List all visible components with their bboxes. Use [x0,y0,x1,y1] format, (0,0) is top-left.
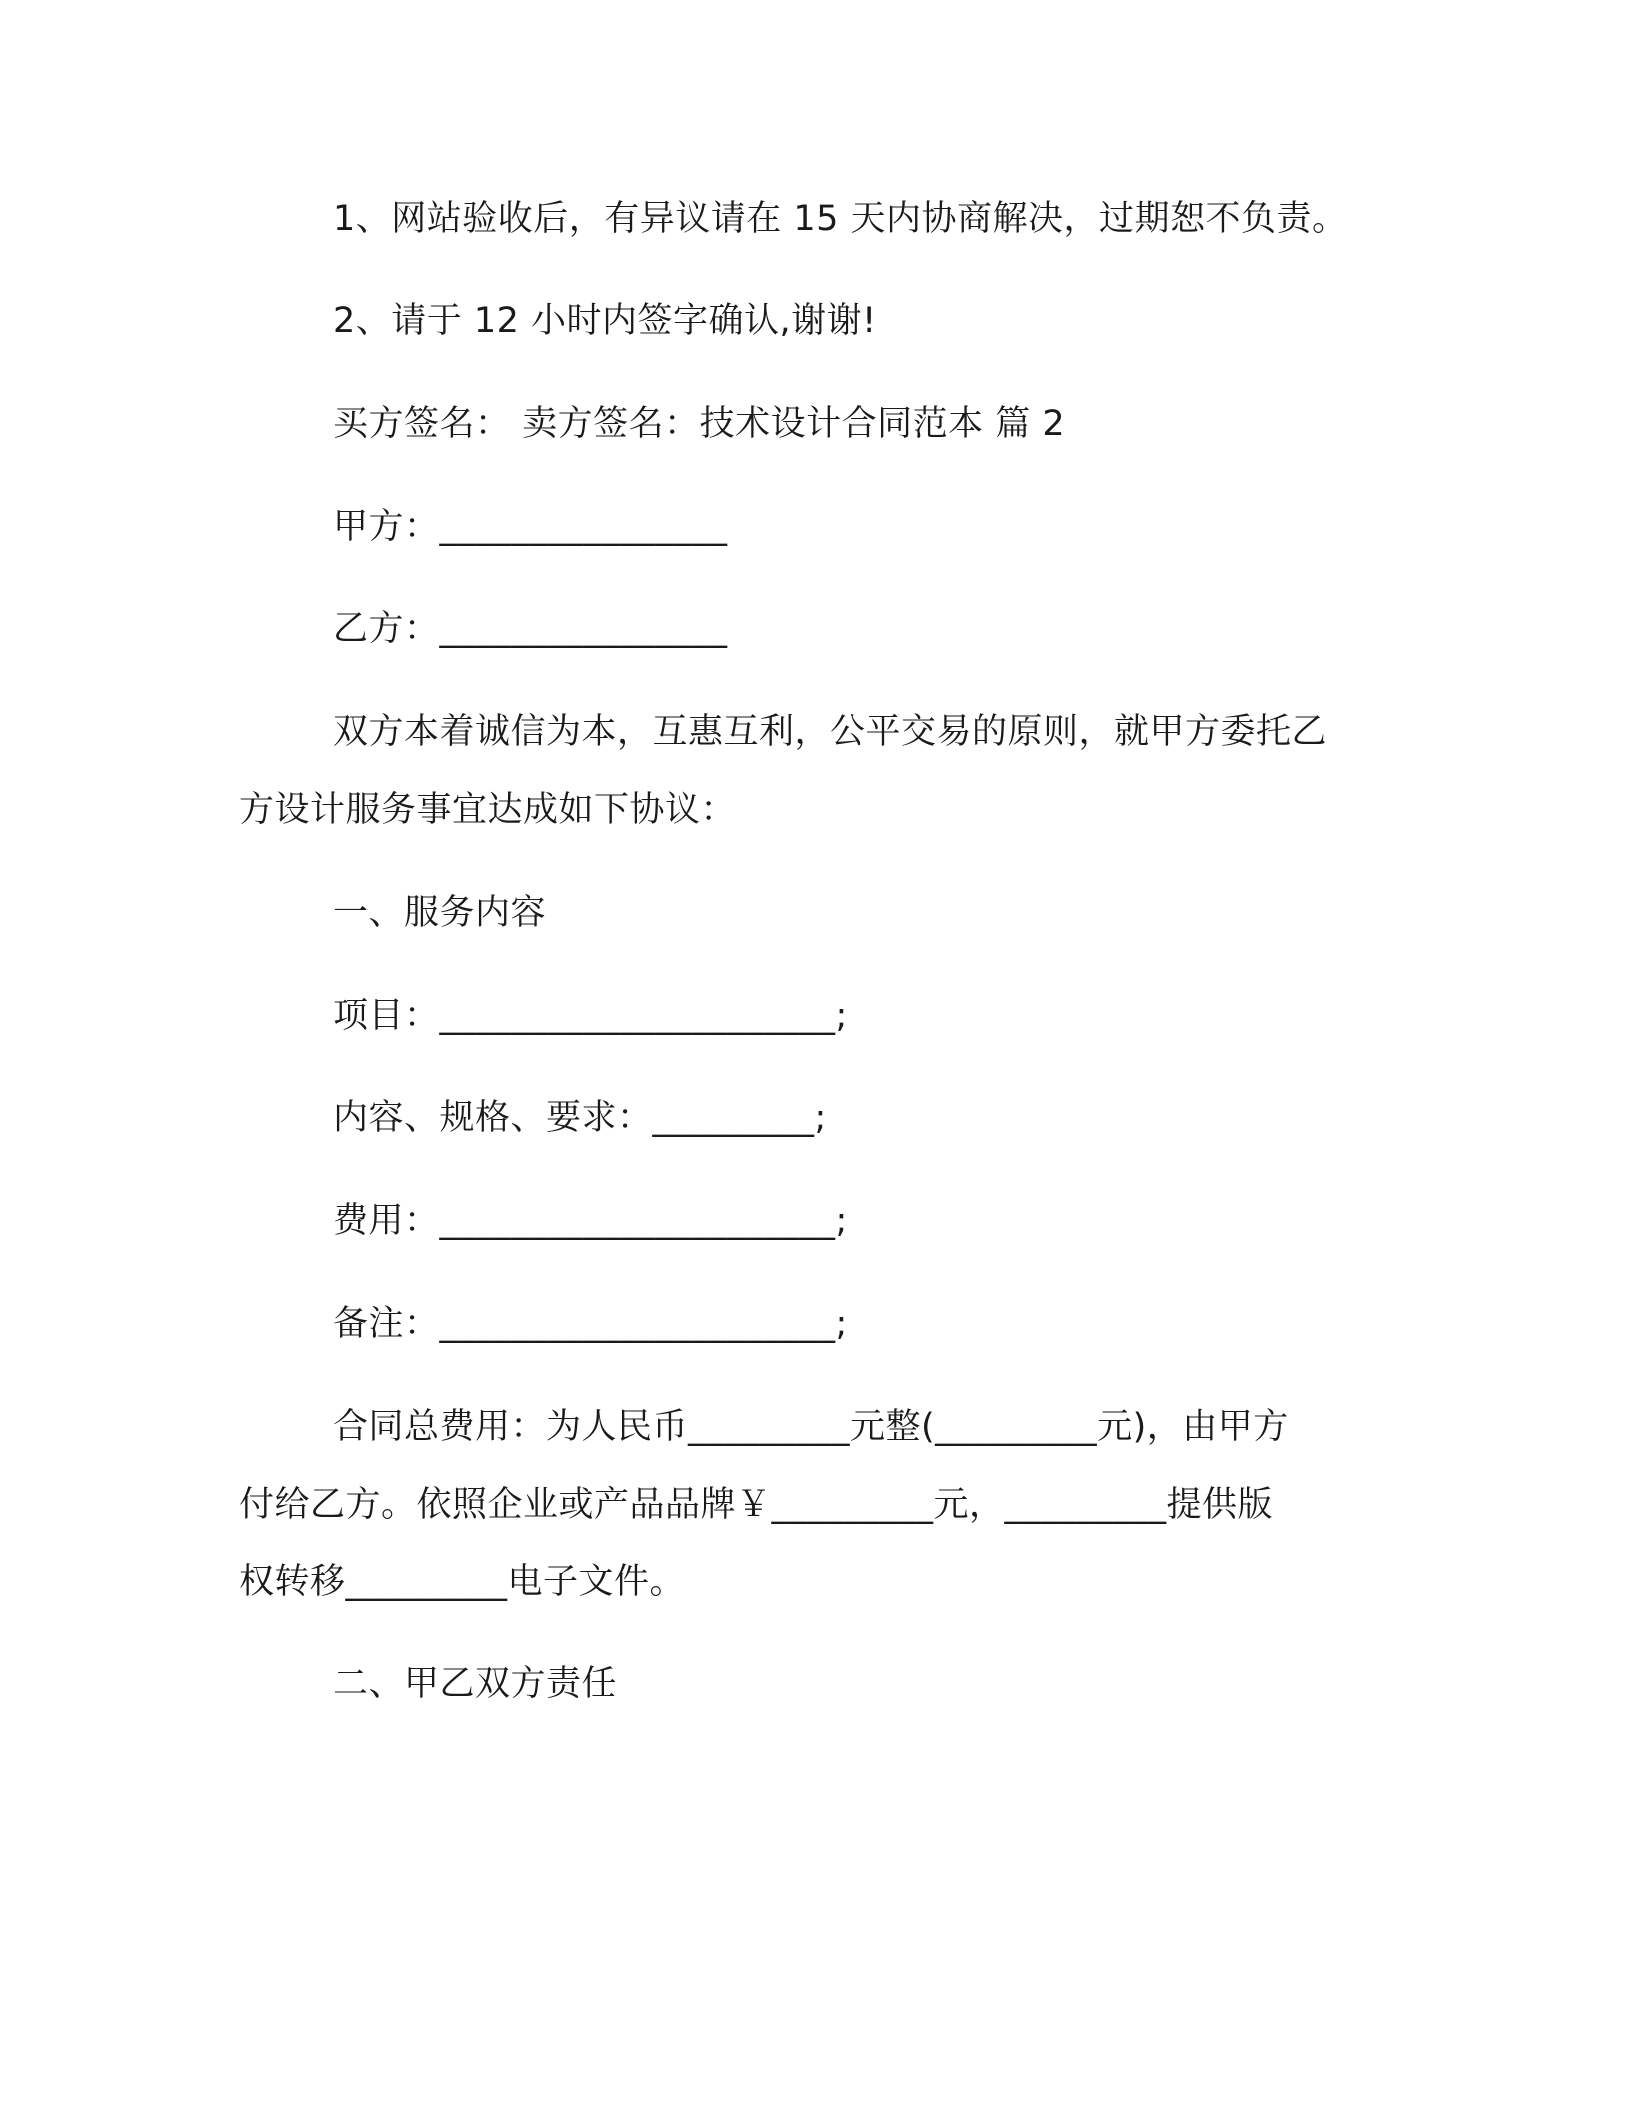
party-a-field: 甲方：________________ [333,507,728,547]
section-heading-responsibility: 二、甲乙双方责任 [333,1664,618,1704]
project-field: 项目：______________________; [333,996,848,1036]
total-fee-line-3: 权转移_________电子文件。 [239,1562,686,1602]
intro-paragraph-line-1: 双方本着诚信为本，互惠互利，公平交易的原则，就甲方委托乙 [333,712,1328,752]
section-heading-service: 一、服务内容 [333,893,547,933]
total-fee-line-1: 合同总费用：为人民币_________元整(_________元)，由甲方 [333,1407,1289,1447]
fee-field: 费用：______________________; [333,1201,848,1241]
clause-acceptance: 1、网站验收后，有异议请在 15 天内协商解决，过期恕不负责。 [333,199,1348,239]
party-b-field: 乙方：________________ [333,609,728,649]
total-fee-line-2: 付给乙方。依照企业或产品品牌￥_________元，_________提供版 [239,1485,1274,1525]
remark-field: 备注：______________________; [333,1304,848,1344]
clause-sign-confirm: 2、请于 12 小时内签字确认,谢谢! [333,301,877,341]
signature-heading: 买方签名： 卖方签名：技术设计合同范本 篇 2 [333,404,1066,444]
content-spec-field: 内容、规格、要求：_________; [333,1098,827,1138]
intro-paragraph-line-2: 方设计服务事宜达成如下协议： [239,790,737,830]
